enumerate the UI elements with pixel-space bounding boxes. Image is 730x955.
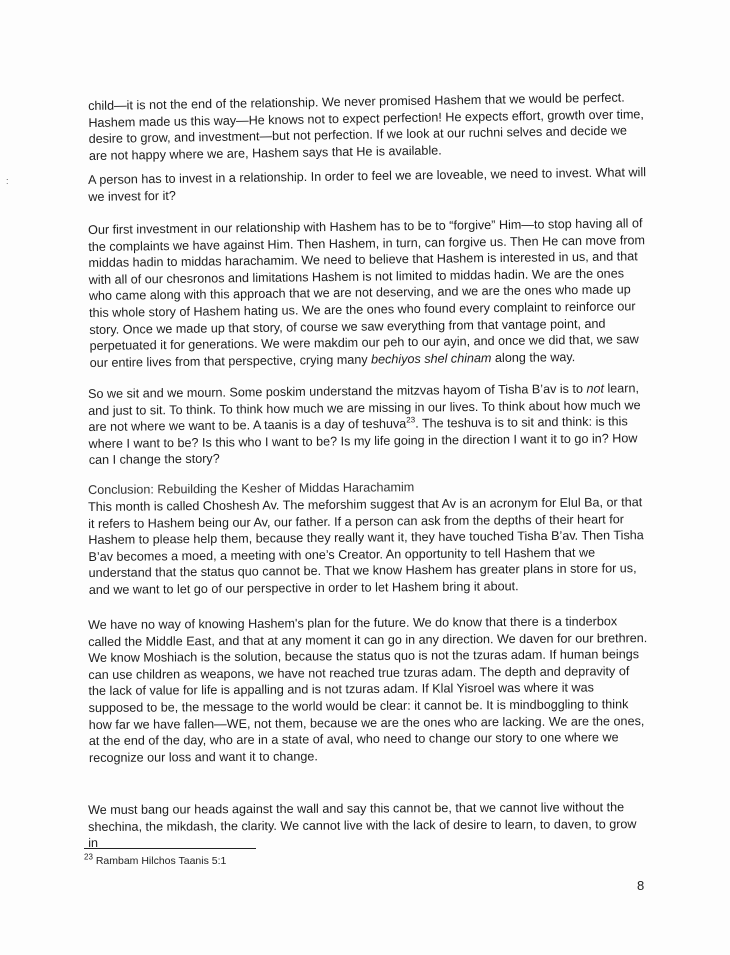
paragraph-4-part-a: So we sit and we mourn. Some poskim understand the mitzvas hayom of Tisha B’av is to: [88, 381, 587, 401]
paragraph-3-italic: bechiyos shel chinam: [370, 350, 492, 367]
paragraph-1: [88, 89, 649, 164]
paragraph-5: [88, 494, 649, 598]
paragraph-6: [88, 613, 649, 766]
section-heading-text: Conclusion: Rebuilding the Kesher of Middas Harachamim: [88, 480, 415, 497]
paragraph-3-part-a: Our first investment in our relationship with Hashem has to be to “forgive” Him—to stop having all of the complaints we have against Him. Then Hashem, in turn, can forgive us. Then He can move from middas hadin to middas harachamim. We need to believe that Hashem is interested in us, and that with all of our chesronos and limitations Hashem is not limited to middas hadin. We are the ones who came along with this approach that we are not deserving, and we are the ones who made up this whole story of Hashem hating us. We are the ones who found every complaint to reinforce our story. Once we made up that story, of course we saw everything from that vantage point, and perpetuated it for generations. We were makdim our peh to our ayin, and once we did that, we saw our entire lives from that perspective, crying many: [88, 216, 646, 370]
paragraph-5-text: This month is called Choshesh Av. The meforshim suggest that Av is an acronym for Elul Ba, or that it refers to Hashem being our Av, our father. If a person can ask from the depths of their heart for Hashem to please help them, because they really want it, they have touched Tisha B’av. Then Tisha B’av becomes a moed, a meeting with one’s Creator. An opportunity to tell Hashem that we understand that the status quo cannot be. That we know Hashem has greater plans in store for us, and we want to let go of our perspective in order to let Hashem bring it about.: [88, 495, 644, 597]
footnote-text: Rambam Hilchos Taanis 5:1: [92, 855, 227, 867]
footnote-number: 23: [84, 852, 93, 862]
paragraph-2: [88, 164, 648, 205]
paragraph-4-part-b: learn, and just to sit. To think. To think how much we are missing in our lives. To think about how much we are not where we want to be. A taanis is a day of teshuva: [88, 381, 641, 435]
margin-mark: :: [6, 176, 9, 186]
paragraph-1-text: child—it is not the end of the relationship. We never promised Hashem that we would be perfect. Hashem made us this way—He knows not to expect perfection! He expects effort, growth over time, desire to grow, and investment—but not perfection. If we look at our ruchni selves and decide we are not happy where we are, Hashem says that He is available.: [88, 90, 644, 163]
footnote: [84, 852, 227, 868]
footnote-reference: 23: [406, 415, 416, 425]
paragraph-4: [88, 380, 649, 469]
paragraph-7: [88, 799, 648, 852]
paragraph-7-text: We must bang our heads against the wall and say this cannot be, that we cannot live without the shechina, the mikdash, the clarity. We cannot live with the lack of desire to learn, to daven, to grow in: [88, 800, 637, 851]
paragraph-4-text: [88, 380, 649, 469]
paragraph-6-text: We have no way of knowing Hashem's plan for the future. We do know that there is a tinderbox called the Middle East, and that at any moment it can go in any direction. We daven for our brethren. We know Moshiach is the solution, because the status quo is not the tzuras adam. If human beings can use children as weapons, we have not reached true tzuras adam. The depth and depravity of the lack of value for life is appalling and is not tzuras adam. If Klal Yisroel was where it was supposed to be, the message to the world would be clear: it cannot be. It is mindboggling to think how far we have fallen—WE, not them, because we are the ones who are lacking. We are the ones, at the end of the day, who are in a state of aval, who need to change our story to one where we recognize our loss and want it to change.: [88, 614, 648, 765]
paragraph-2-text: A person has to invest in a relationship. In order to feel we are loveable, we need to invest. What will we invest for it?: [88, 165, 647, 204]
paragraph-3-text: [88, 215, 650, 371]
paragraph-3: [88, 215, 650, 371]
paragraph-4-part-c: . The teshuva is to sit and think: is this where I want to be? Is this who I want to be? Is my life going in the direction I want it to go in? How can I change the story?: [88, 414, 638, 468]
paragraph-3-part-b: along the way.: [491, 349, 576, 365]
footnote-divider: [84, 848, 256, 849]
page-number: 8: [637, 878, 645, 893]
paragraph-4-italic: not: [586, 381, 605, 396]
